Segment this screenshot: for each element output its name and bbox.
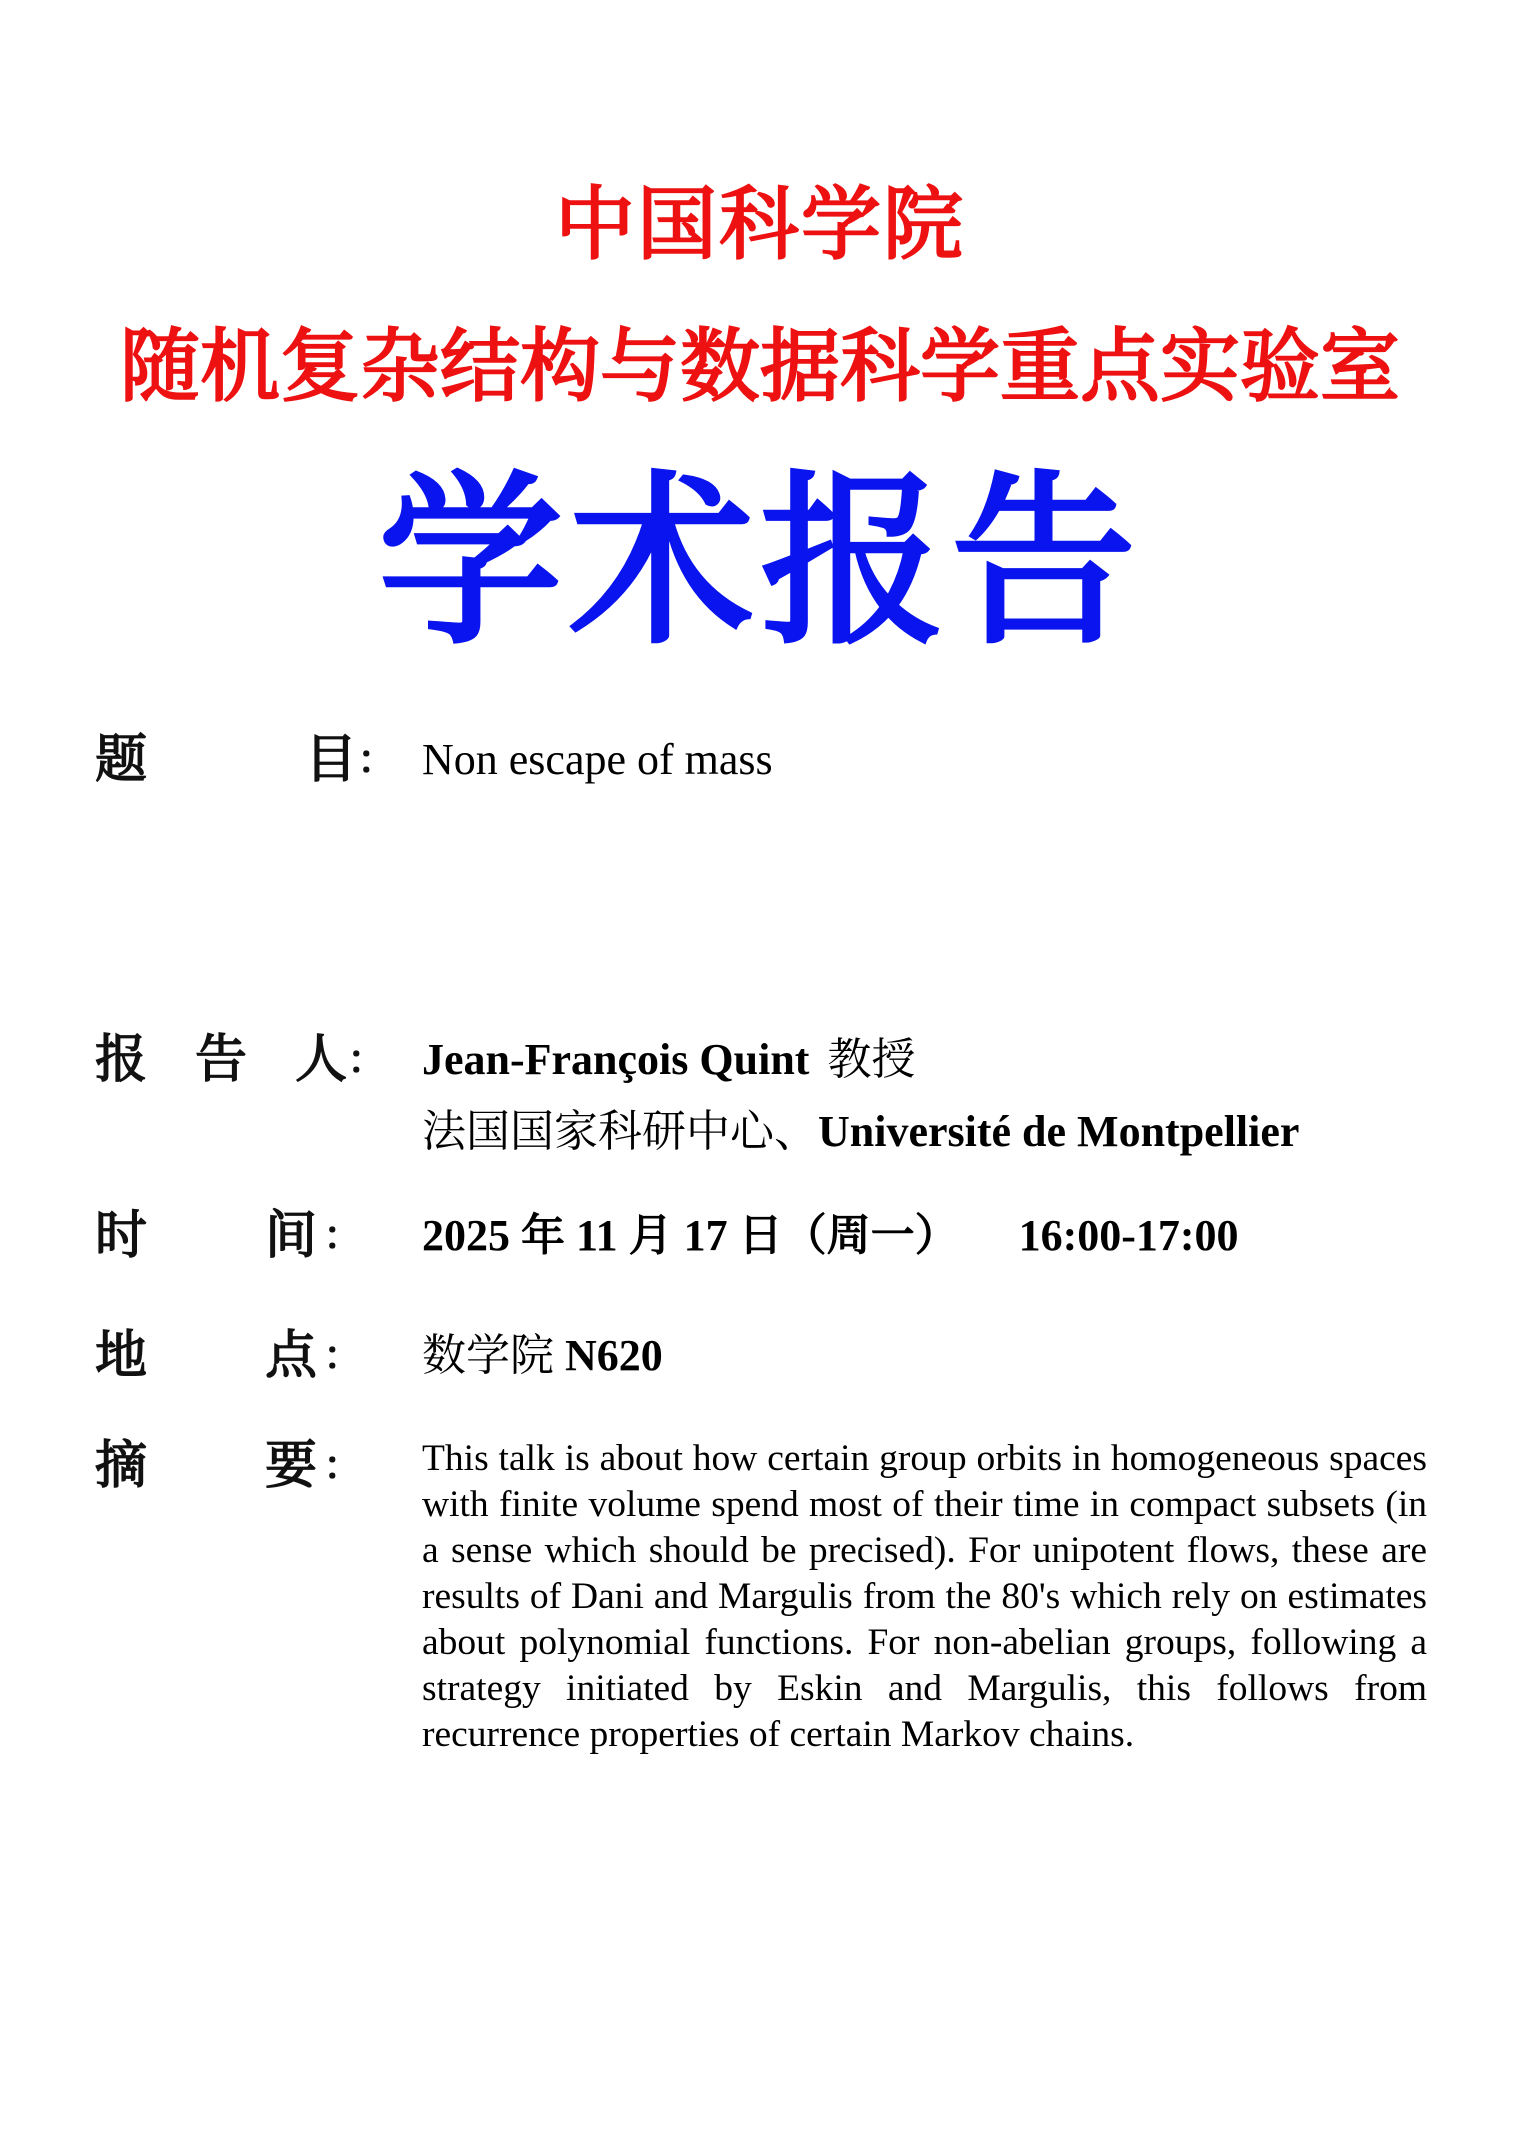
abstract-label-char-2: 要 bbox=[265, 1435, 318, 1496]
speaker-label-colon: ： bbox=[347, 1036, 387, 1083]
speaker-affiliation bbox=[422, 1102, 1299, 1162]
topic-label-char-1: 题 bbox=[95, 729, 148, 790]
place-building: 数学院 bbox=[422, 1331, 565, 1380]
place-value bbox=[422, 1326, 663, 1386]
speaker-label bbox=[95, 1030, 385, 1090]
speaker-line bbox=[422, 1030, 915, 1090]
topic-value: Non escape of mass bbox=[422, 735, 773, 784]
place-room: N620 bbox=[565, 1331, 663, 1380]
speaker-name: Jean-François Quint bbox=[422, 1035, 810, 1084]
topic-label-colon: ： bbox=[357, 736, 397, 783]
event-date: 2025 年 11 月 17 日（周一） bbox=[422, 1211, 959, 1260]
poster-title: 学术报告 bbox=[378, 454, 1142, 670]
abstract-label-colon: ： bbox=[323, 1442, 363, 1489]
event-clock: 16:00-17:00 bbox=[1018, 1211, 1239, 1260]
topic-label-char-2: 目 bbox=[305, 729, 358, 790]
time-label-colon: ： bbox=[323, 1212, 363, 1259]
institution-name: 中国科学院 bbox=[555, 178, 965, 271]
affiliation-university: Université de Montpellier bbox=[818, 1107, 1300, 1156]
place-label-char-1: 地 bbox=[95, 1325, 148, 1386]
abstract-text: This talk is about how certain group orbits in homogeneous spaces with finite volume spend most of their time in compact subsets (in a sense which should be precised). For unipotent flows, these are results of Dani and Margulis from the 80's which rely on estimates about polynomial functions. For non-abelian groups, following a strategy initiated by Eskin and Margulis, this follows from recurrence properties of certain Markov chains. bbox=[422, 1438, 1427, 1755]
time-label-char-2: 间 bbox=[265, 1205, 318, 1266]
speaker-title: 教授 bbox=[827, 1035, 916, 1084]
laboratory-name: 随机复杂结构与数据科学重点实验室 bbox=[120, 320, 1400, 413]
affiliation-cn: 法国国家科研中心、 bbox=[422, 1107, 818, 1156]
abstract-label-char-1: 摘 bbox=[95, 1435, 148, 1496]
place-label bbox=[95, 1326, 385, 1386]
speaker-label-char-2: 告 bbox=[195, 1029, 248, 1090]
time-label bbox=[95, 1206, 385, 1266]
place-label-char-2: 点 bbox=[265, 1325, 318, 1386]
topic-label bbox=[95, 729, 397, 790]
time-label-char-1: 时 bbox=[95, 1205, 148, 1266]
abstract-label bbox=[95, 1436, 385, 1496]
time-value bbox=[422, 1206, 1239, 1266]
speaker-label-char-3: 人 bbox=[295, 1029, 348, 1090]
place-label-colon: ： bbox=[323, 1332, 363, 1379]
speaker-label-char-1: 报 bbox=[95, 1029, 148, 1090]
